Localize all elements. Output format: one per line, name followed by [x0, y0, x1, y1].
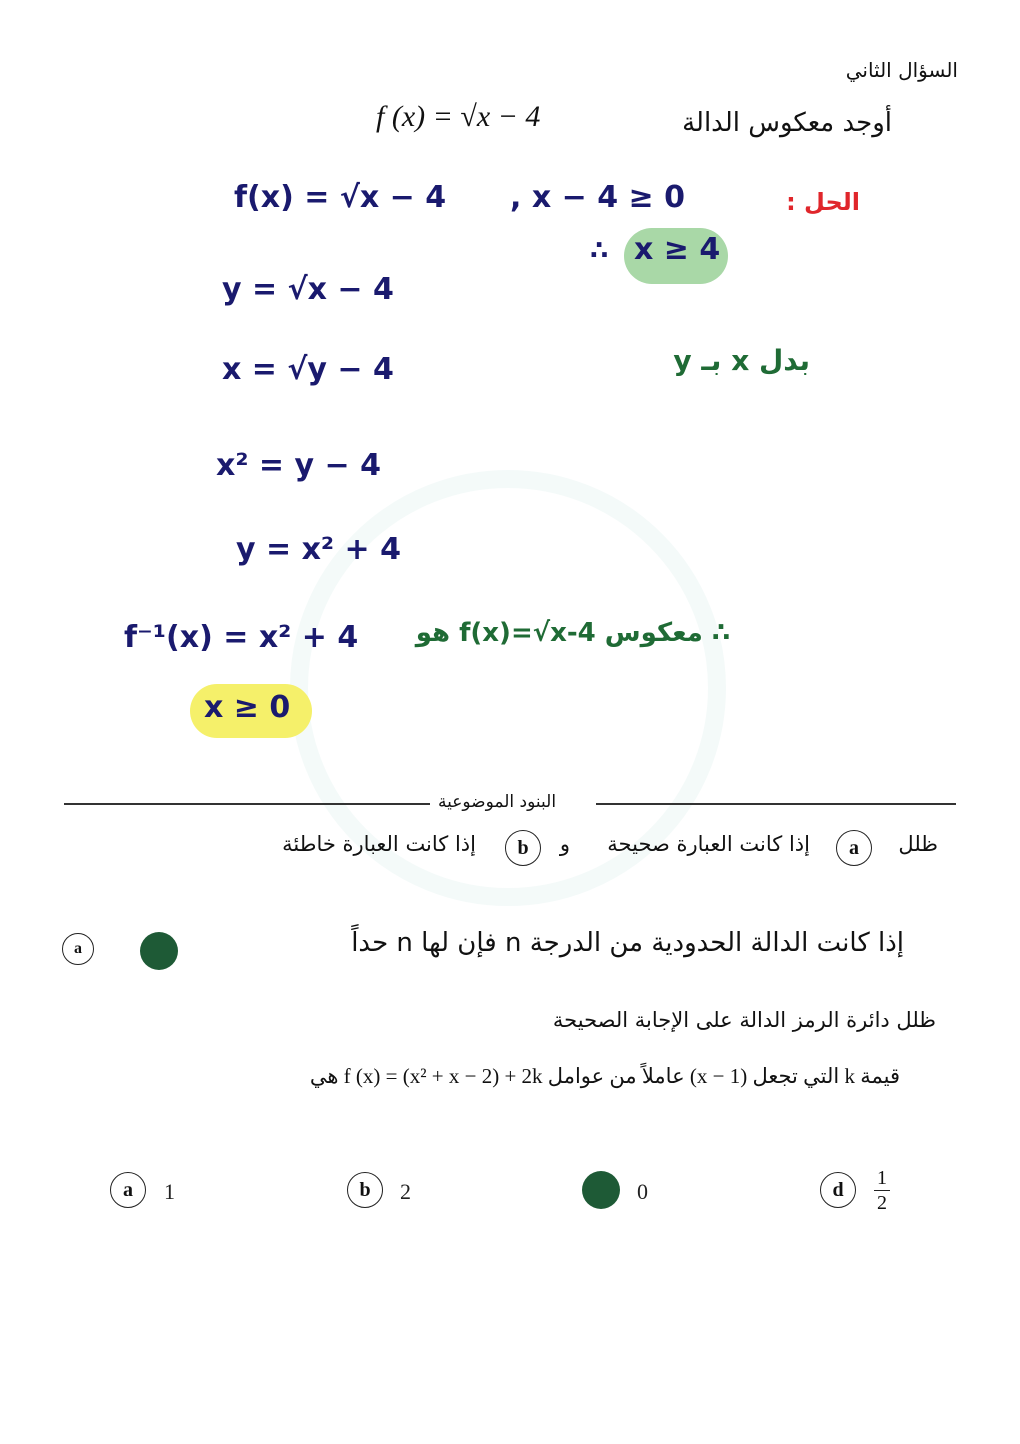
- divider-right: [596, 803, 956, 805]
- legend-and: و: [559, 832, 570, 856]
- solution-line-4: x² = y − 4: [216, 448, 381, 483]
- fraction-bar: [874, 1190, 890, 1191]
- option-c-filled-bubble[interactable]: [582, 1171, 620, 1209]
- therefore-sign: ∴: [590, 236, 609, 266]
- swap-note: بدل x بـ y: [673, 344, 810, 377]
- final-domain: x ≥ 0: [204, 690, 291, 725]
- solution-line-3: x = √y − 4: [222, 352, 394, 387]
- question-function: f (x) = √x − 4: [376, 100, 541, 133]
- legend-false-text: إذا كانت العبارة خاطئة: [282, 832, 476, 856]
- option-d-fraction: [874, 1168, 890, 1213]
- option-a-bubble[interactable]: a: [110, 1172, 146, 1208]
- mc-instruction: ظلل دائرة الرمز الدالة على الإجابة الصحيحة: [552, 1008, 936, 1032]
- solution-label: الحل :: [786, 188, 860, 216]
- domain-condition: , x − 4 ≥ 0: [510, 180, 685, 215]
- option-b-bubble[interactable]: b: [347, 1172, 383, 1208]
- question-heading: السؤال الثاني: [845, 58, 958, 82]
- legend-true-text: إذا كانت العبارة صحيحة: [607, 832, 810, 856]
- divider-left: [64, 803, 430, 805]
- instruction-shade: ظلل: [898, 832, 938, 856]
- solution-line-2: y = √x − 4: [222, 272, 394, 307]
- solution-line-1: f(x) = √x − 4: [234, 180, 447, 215]
- conclusion: ∴ معكوس f(x)=√x-4 هو: [415, 618, 730, 648]
- solution-line-5: y = x² + 4: [236, 532, 401, 567]
- legend-b-circle: b: [505, 830, 541, 866]
- tf-answer-letter[interactable]: a: [62, 933, 94, 965]
- mc-question: قيمة k التي تجعل (x − 1) عاملاً من عوامل f (x) = (x² + x − 2) + 2k هي: [309, 1064, 900, 1088]
- tf-filled-bubble[interactable]: [140, 932, 178, 970]
- option-b-value: 2: [400, 1179, 411, 1204]
- legend-a-circle: a: [836, 830, 872, 866]
- option-d-bubble[interactable]: d: [820, 1172, 856, 1208]
- option-c-value: 0: [637, 1179, 648, 1204]
- section-title: البنود الموضوعية: [438, 792, 557, 812]
- tf-statement: إذا كانت الدالة الحدودية من الدرجة n فإن لها n حداً: [351, 928, 904, 958]
- domain-result: x ≥ 4: [634, 232, 721, 267]
- option-a-value: 1: [164, 1179, 175, 1204]
- option-d-denominator: 2: [877, 1192, 887, 1214]
- solution-line-6: f⁻¹(x) = x² + 4: [124, 620, 359, 655]
- question-prompt: أوجد معكوس الدالة: [682, 108, 892, 138]
- option-d-numerator: 1: [877, 1167, 887, 1189]
